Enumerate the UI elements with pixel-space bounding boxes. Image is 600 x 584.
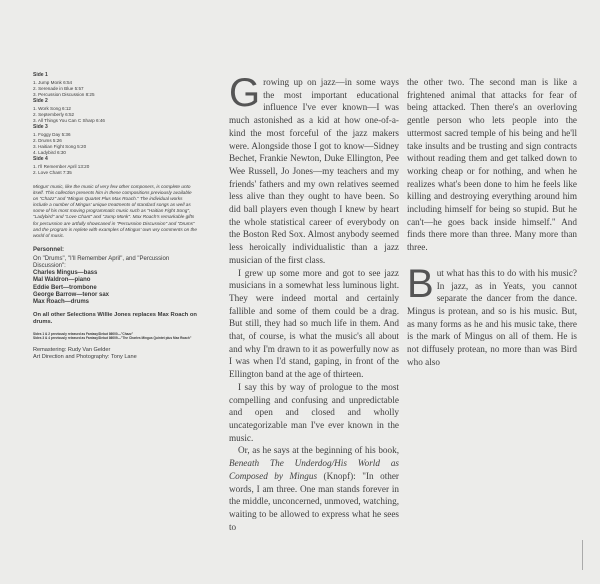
drop-cap: B xyxy=(407,261,434,306)
personnel-heading: Personnel: xyxy=(33,246,65,253)
track: 4. Ladybird 6:30 xyxy=(33,150,66,155)
track: 1. Work Song 6:12 xyxy=(33,106,71,111)
essay-column-2 xyxy=(407,76,577,368)
essay-paragraph: I grew up some more and got to see jazz musicians in a somewhat less luminous light. They were indeed mortal and certainly fallible and some of them could be a drag. But still, they had so much life in them. And that, of course, is what the music's all about and why I'm drawn to it as powerfully now as I was when I'd stand, gaping, in front of the Ellington band at the age of thirteen. xyxy=(229,267,399,380)
small-print-line: Sides 3 & 4 previously released as Fantasy/Debut 86009—"The Charles Mingus Quintet plus Max Roach" xyxy=(33,336,192,341)
personnel-member: Mal Waldron—piano xyxy=(33,277,91,284)
side-2 xyxy=(33,98,198,124)
track: 2. Drums 5:26 xyxy=(33,138,62,143)
essay-paragraph xyxy=(229,444,399,533)
side-4 xyxy=(33,156,198,176)
side-title: Side 2 xyxy=(33,98,48,104)
other-selections-note: On all other Selections Willie Jones replaces Max Roach on drums. xyxy=(33,312,197,326)
track: 2. Love Chant 7:35 xyxy=(33,170,72,175)
paragraph-text: Or, as he says at the beginning of his book, xyxy=(238,445,399,456)
credit-line: Remastering: Rudy Van Gelder xyxy=(33,347,111,354)
personnel-member: Charles Mingus—bass xyxy=(33,270,98,277)
side-3 xyxy=(33,124,198,156)
side-1 xyxy=(33,72,198,98)
track: 2. Septemberly 6:52 xyxy=(33,112,75,117)
paragraph-text: ut what has this to do with his music? In jazz, as in Yeats, you cannot separate the dancer from the dance. Mingus is protean, and so is his music. But, as many forms as he and his music take, there is the mark of Mingus on all of them. He is not diffusely protean, no more than was Bird who also xyxy=(407,267,577,367)
tracklist-column xyxy=(33,72,198,361)
credits xyxy=(33,347,198,361)
side-title: Side 1 xyxy=(33,72,48,78)
track: 3. All Things You Can C Sharp 6:46 xyxy=(33,118,105,123)
catalog-mark xyxy=(582,540,586,570)
track: 1. I'll Remember April 13:20 xyxy=(33,164,90,169)
essay-paragraph: the other two. The second man is like a frightened animal that attacks for fear of being attacked. Then there's an overloving gentle person who lets people into the uttermost sacred temple of his being and he'll take insults and be trusting and sign contracts without reading them and get talked down to working cheap or for nothing, and when he realizes what's been done to him he feels like killing and destroying everything around him including himself for being so stupid. But he can't—he goes back inside himself." And finds there more than three. Many more than three. xyxy=(407,77,577,253)
track: 1. Foggy Day 5:36 xyxy=(33,132,71,137)
album-description: Mingus' music, like the music of very few other composers, is complete unto itself. This collection presents him in these compositions previously available on "Chazz" and "Mingus Quartet Plus Max Roach." The individual works include a number of Mingus' unique treatments of standard songs as well as some of his most moving programmatic music such as "Haitian Fight Song", "Ladybird" and "Love Chant" and "Jump Monk". Max Roach's remarkable gifts for percussion are artfully showcased in "Percussion Discussion" and "Drums" and the program is replete with examples of Mingus' own wry comments on the world of music. xyxy=(33,184,197,238)
personnel-list xyxy=(33,256,198,306)
track: 3. Haitian Fight Song 5:20 xyxy=(33,144,87,149)
essay-paragraph xyxy=(407,261,577,369)
side-title: Side 4 xyxy=(33,156,48,162)
small-print-line: Sides 1 & 2 previously released as Fantasy/Debut 86000—"Chazz" xyxy=(33,332,134,337)
paragraph-text: (Knopf): "In other words, I am three. One man stands forever in the middle, unconcerned, unmoved, watching, waiting to be allowed to express what he sees to xyxy=(229,470,399,532)
essay-paragraph xyxy=(229,71,399,267)
track: 3. Percussion Discussion 8:25 xyxy=(33,92,95,97)
credit-line: Art Direction and Photography: Tony Lane xyxy=(33,354,137,361)
personnel-intro: On "Drums", "I'll Remember April", and "Percussion Discussion": xyxy=(33,255,170,270)
personnel-member: George Barrow—tenor sax xyxy=(33,291,110,298)
book-title: Beneath The Underdog/His World as Composed by Mingus xyxy=(229,458,399,481)
essay-paragraph: I say this by way of prologue to the most compelling and confusing and unpredictable and open and closed and wholly uncategorizable man I've ever known in the music. xyxy=(229,381,399,443)
release-small-print xyxy=(33,332,198,340)
personnel-member: Max Roach—drums xyxy=(33,299,90,306)
side-title: Side 3 xyxy=(33,124,48,130)
paragraph-text: rowing up on jazz—in some ways the most important educational influence I've ever known—I was much astonished as a kid at how one-of-a-kind the most forceful of the jazz makers were. Alongside those I got to know—Sidney Bechet, Frankie Newton, Duke Ellington, Pee Wee Russell, Jo Jones—my teachers and my friends' fathers and my own relatives seemed less alive than they ought to have been. So did ball players even though I knew by heart the whole statistical career of everybody on the Boston Red Sox. Almost anybody seemed less heroically individualistic than a jazz musician of the first class. xyxy=(229,77,399,265)
drop-cap: G xyxy=(229,71,261,115)
track: 1. Jump Monk 6:54 xyxy=(33,80,73,85)
personnel-member: Eddie Bert—trombone xyxy=(33,284,97,291)
essay-column-1 xyxy=(229,71,399,533)
track: 2. Serenade in Blue 5:57 xyxy=(33,86,84,91)
